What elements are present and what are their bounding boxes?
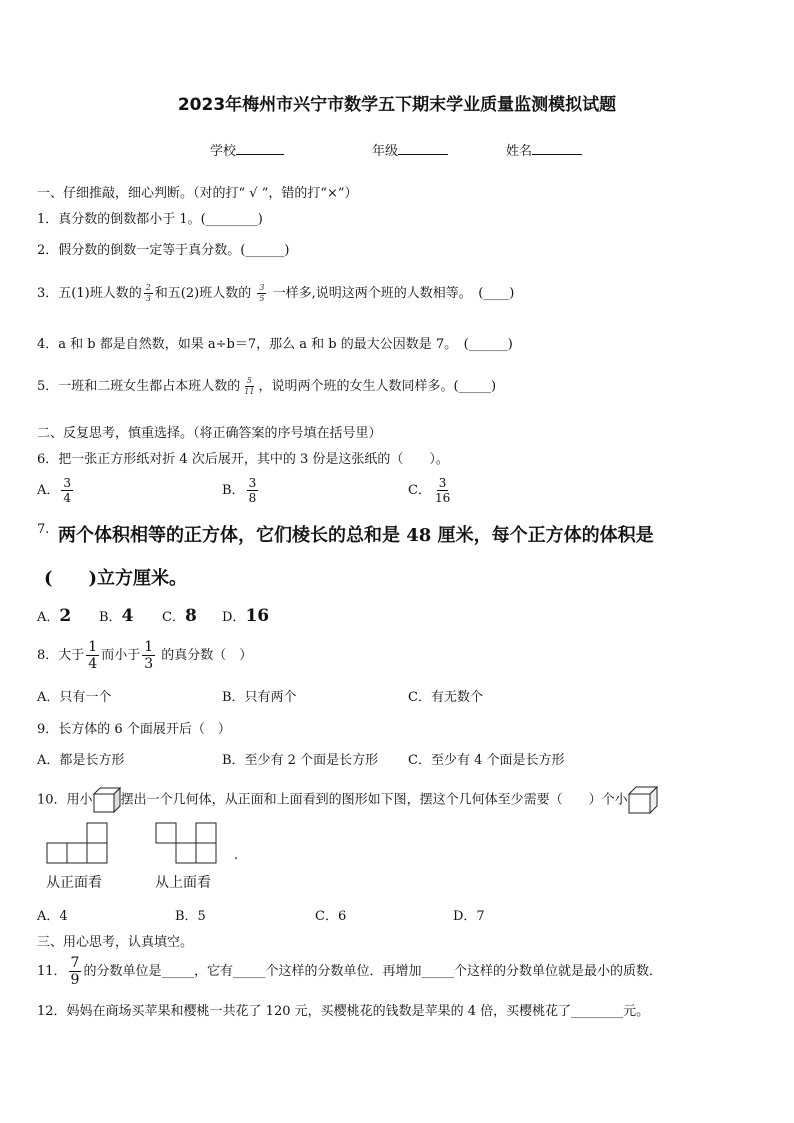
q7-option-c[interactable]: C．8 xyxy=(162,606,197,626)
school-field[interactable]: 学校 xyxy=(210,140,284,159)
q7-option-d[interactable]: D．16 xyxy=(222,606,270,626)
question-1: 1．真分数的倒数都小于 1。(________) xyxy=(37,212,263,227)
small-cube-icon xyxy=(628,786,658,814)
question-11: 11． $\frac{7}{9}$ 的分数单位是_____，它有_____个这样的分数单位．再增加_____个这样的分数单位就是最小的质数． xyxy=(37,955,662,988)
q8-option-b[interactable]: B．只有两个 xyxy=(222,690,297,705)
grade-field[interactable]: 年级 xyxy=(372,140,448,159)
question-12: 12．妈妈在商场买苹果和樱桃一共花了 120 元，买樱桃花的钱数是苹果的 4 倍，买樱桃花了________元。 xyxy=(37,1004,650,1019)
page-title: 2023年梅州市兴宁市数学五下期末学业质量监测模拟试题 xyxy=(177,95,617,115)
question-3: 3．五(1)班人数的 $\frac{2}{3}$ 和五(2)班人数的 $\frac{3}{5}$ 一样多,说明这两个班的人数相等。 (____) xyxy=(37,283,515,303)
q8-option-c[interactable]: C．有无数个 xyxy=(408,690,483,705)
section-3-heading: 三、用心思考，认真填空。 xyxy=(37,935,194,950)
q8-option-a[interactable]: A．只有一个 xyxy=(37,690,112,705)
q6-option-a[interactable]: A． $\frac{3}{4}$ xyxy=(37,476,72,505)
q6-option-b[interactable]: B． $\frac{3}{8}$ xyxy=(222,476,257,505)
section-2-heading: 二、反复思考，慎重选择。（将正确答案的序号填在括号里） xyxy=(37,426,382,441)
q9-option-b[interactable]: B．至少有 2 个面是长方形 xyxy=(222,753,379,768)
question-5: 5．一班和二班女生都占本班人数的 $\frac{5}{11}$ ，说明两个班的女生人数同样多。(_____) xyxy=(37,376,497,396)
front-view-label: 从正面看 xyxy=(46,875,102,891)
section-1-heading: 一、仔细推敲，细心判断。（对的打“ √ ”，错的打“×”） xyxy=(37,186,358,201)
question-6: 6．把一张正方形纸对折 4 次后展开，其中的 3 份是这张纸的（ ）。 xyxy=(37,452,449,467)
q10-option-a[interactable]: A．4 xyxy=(37,909,68,924)
question-9: 9．长方体的 6 个面展开后（ ） xyxy=(37,722,231,737)
q6-option-c[interactable]: C． $\frac{3}{16}$ xyxy=(408,476,451,505)
q9-option-c[interactable]: C．至少有 4 个面是长方形 xyxy=(408,753,565,768)
name-field[interactable]: 姓名 xyxy=(506,140,582,159)
q7-option-a[interactable]: A．2 xyxy=(37,606,72,626)
top-view-figure xyxy=(155,822,219,864)
q10-option-b[interactable]: B．5 xyxy=(175,909,206,924)
figure-period: . xyxy=(234,848,239,863)
q7-option-b[interactable]: B．4 xyxy=(99,606,134,626)
question-4: 4．a 和 b 都是自然数，如果 a÷b＝7，那么 a 和 b 的最大公因数是 7。 (______) xyxy=(37,337,513,352)
top-view-label: 从上面看 xyxy=(155,875,211,891)
q9-option-a[interactable]: A．都是长方形 xyxy=(37,753,125,768)
question-7-number: 7. xyxy=(37,522,50,537)
front-view-figure xyxy=(46,822,110,864)
question-10: 10．用小 摆出一个几何体，从正面和上面看到的图形如下图，摆这个几何体至少需要（ ）个小 xyxy=(37,786,658,814)
q10-option-d[interactable]: D．7 xyxy=(453,909,485,924)
small-cube-icon xyxy=(93,787,121,813)
q10-option-c[interactable]: C．6 xyxy=(315,909,347,924)
question-8: 8．大于 $\frac{1}{4}$ 而小于 $\frac{1}{3}$ 的真分数（ ） xyxy=(37,639,253,672)
question-2: 2．假分数的倒数一定等于真分数。(______) xyxy=(37,243,290,258)
question-7-line2: ( )立方厘米。 xyxy=(44,568,188,589)
question-7-line1: 两个体积相等的正方体，它们棱长的总和是 48 厘米，每个正方体的体积是 xyxy=(58,525,654,546)
